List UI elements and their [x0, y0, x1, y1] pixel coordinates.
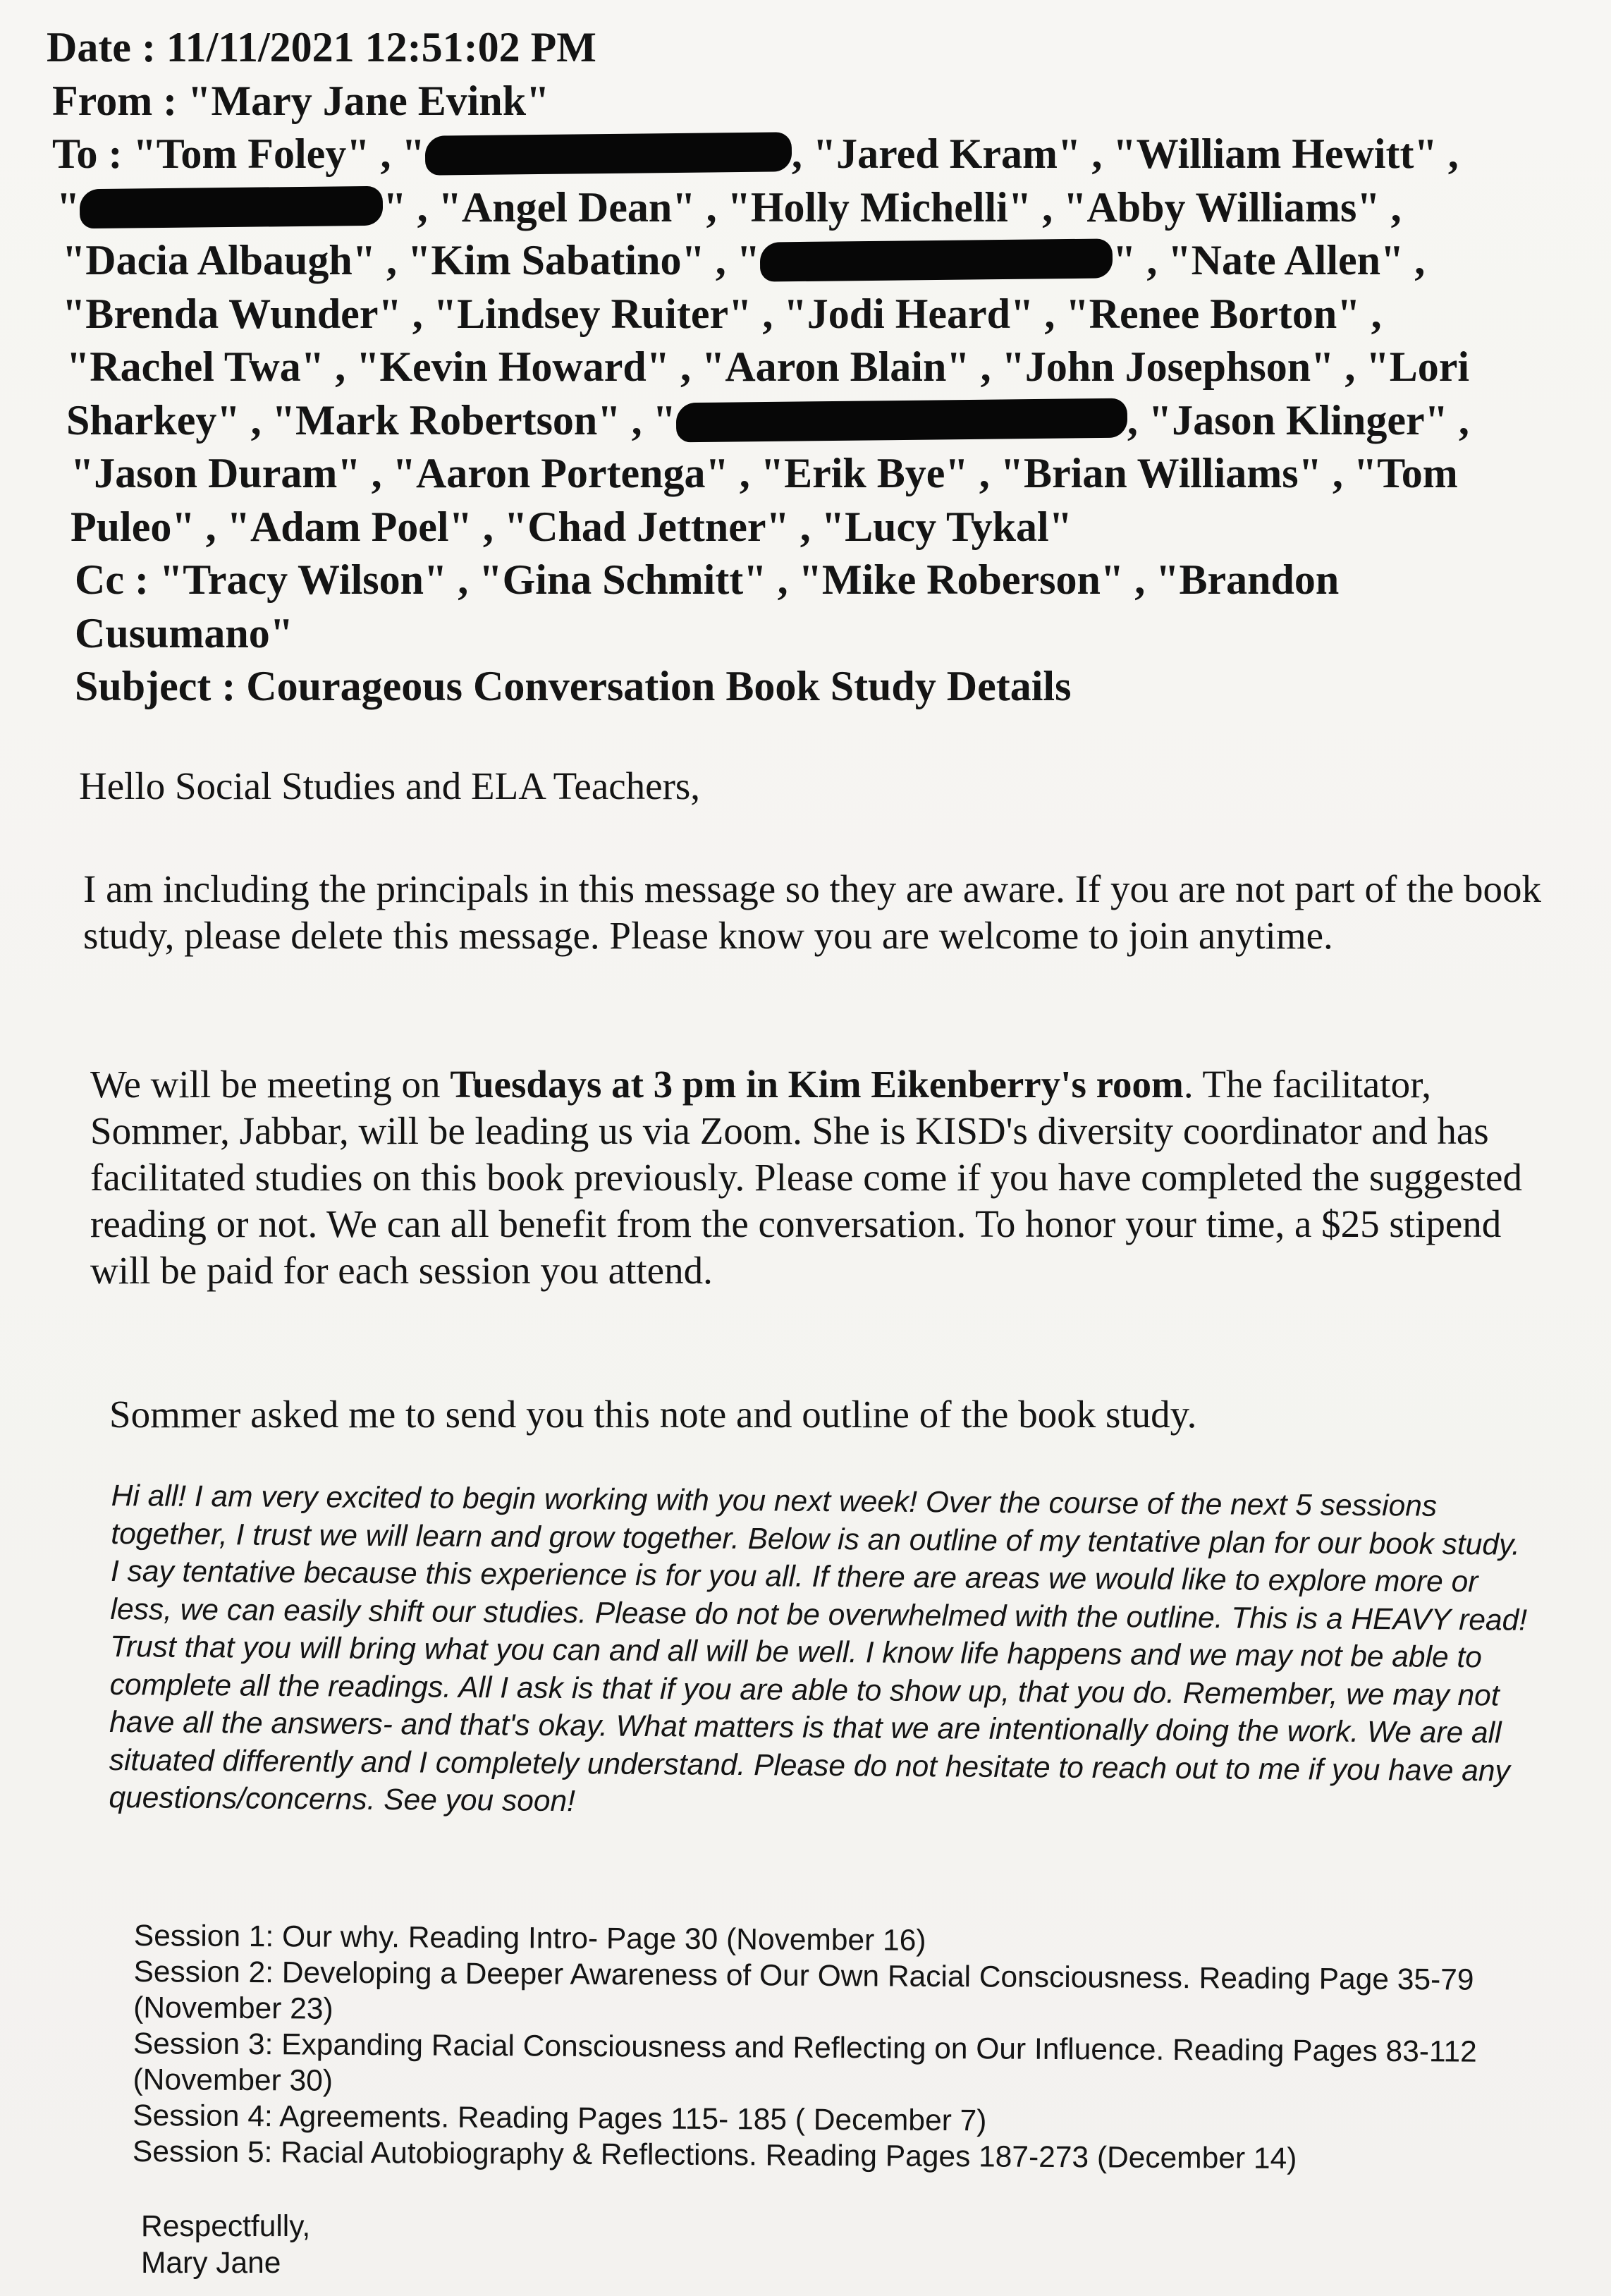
paragraph-meeting: [90, 1061, 1550, 1294]
session-item: Session 2: Developing a Deeper Awareness of Our Own Racial Consciousness. Reading Page 35-79 (November 23): [133, 1955, 1474, 2026]
paragraph-principals: I am including the principals in this message so they are aware. If you are not part of the book study, please delete this message. Please know you are welcome to join anytime.: [83, 867, 1541, 957]
subject-line: Subject : Courageous Conversation Book Study Details: [75, 663, 1072, 709]
to-text: " , "Nate Allen" ,: [1113, 237, 1426, 283]
closing: Respectfully,: [141, 2210, 311, 2243]
to-line-7: "Jason Duram" , "Aaron Portenga" , "Erik Bye" , "Brian Williams" , "Tom: [71, 450, 1458, 496]
session-item: Session 1: Our why. Reading Intro- Page 30 (November 16): [133, 1919, 926, 1958]
meeting-details: . The facilitator, Sommer, Jabbar, will be leading us via Zoom. She is KISD's diversity coordinator and has facilitated studies on this book previously. Please come if you have completed the suggested reading or not. We can all benefit from the conversation. To honor your time, a $25 stipend will be paid for each session you attend.: [90, 1063, 1522, 1292]
to-line-1: [47, 128, 1569, 181]
date-line: Date : 11/11/2021 12:51:02 PM: [47, 24, 596, 71]
from-line: From : "Mary Jane Evink": [52, 77, 550, 124]
redaction-mark: [760, 238, 1113, 281]
to-text: Sharkey" , "Mark Robertson" , ": [66, 396, 676, 444]
redaction-mark: [425, 132, 792, 175]
to-text: , "Jason Klinger" ,: [1127, 396, 1469, 444]
to-line-3: [47, 234, 1569, 288]
to-line-5: "Rachel Twa" , "Kevin Howard" , "Aaron Blain" , "John Josephson" , "Lori: [66, 343, 1470, 390]
paragraph-sommer: Sommer asked me to send you this note and outline of the book study.: [109, 1393, 1197, 1436]
redaction-mark: [676, 398, 1128, 442]
meeting-time-place: Tuesdays at 3 pm in Kim Eikenberry's room: [450, 1063, 1184, 1106]
meeting-lead: We will be meeting on: [90, 1063, 451, 1106]
session-item: Session 5: Racial Autobiography & Reflections. Reading Pages 187-273 (December 14): [132, 2135, 1297, 2176]
to-text: , "Jared Kram" , "William Hewitt" ,: [791, 130, 1459, 177]
cc-line-1: Cc : "Tracy Wilson" , "Gina Schmitt" , "Mike Roberson" , "Brandon: [75, 556, 1340, 603]
cc-line-2: Cusumano": [75, 609, 294, 657]
to-text: To : "Tom Foley" , ": [52, 130, 425, 177]
session-list: [133, 1918, 1495, 2178]
session-item: Session 4: Agreements. Reading Pages 115- 185 ( December 7): [133, 2099, 987, 2138]
email-header: [47, 21, 1569, 714]
to-line-2: [47, 181, 1569, 235]
signoff: [141, 2209, 310, 2282]
to-line-4: "Brenda Wunder" , "Lindsey Ruiter" , "Jodi Heard" , "Renee Borton" ,: [62, 290, 1382, 337]
session-item: Session 3: Expanding Racial Consciousness and Reflecting on Our Influence. Reading Pages 83-112 (November 30): [133, 2027, 1477, 2098]
to-text: ": [56, 183, 80, 231]
to-line-6: [47, 394, 1569, 448]
to-text: " , "Angel Dean" , "Holly Michelli" , "Abby Williams" ,: [383, 183, 1402, 231]
redaction-mark: [80, 185, 384, 228]
greeting: Hello Social Studies and ELA Teachers,: [79, 764, 701, 807]
to-line-8: Puleo" , "Adam Poel" , "Chad Jettner" , "Lucy Tykal": [71, 503, 1072, 550]
signer-name: Mary Jane: [141, 2247, 281, 2280]
to-text: "Dacia Albaugh" , "Kim Sabatino" , ": [62, 237, 761, 283]
facilitator-note: Hi all! I am very excited to begin working with you next week! Over the course of the next 5 sessions together, I trust we will learn and grow together. Below is an outline of my tentative plan for our book study. I say tentative because this experience is for you all. If there are areas we would like to explore more or less, we can easily shift our studies. Please do not be overwhelmed with the outline. This is a HEAVY read! Trust that you will bring what you can and all will be well. I know life happens and we may not be able to complete all the readings. All I ask is that if you are able to show up, that you do. Remember, we may not have all the answers- and that's okay. What matters is that we are intentionally doing the work. We are all situated differently and I completely understand. Please do not hesitate to reach out to me if you have any questions/concerns. See you soon!: [109, 1479, 1528, 1819]
